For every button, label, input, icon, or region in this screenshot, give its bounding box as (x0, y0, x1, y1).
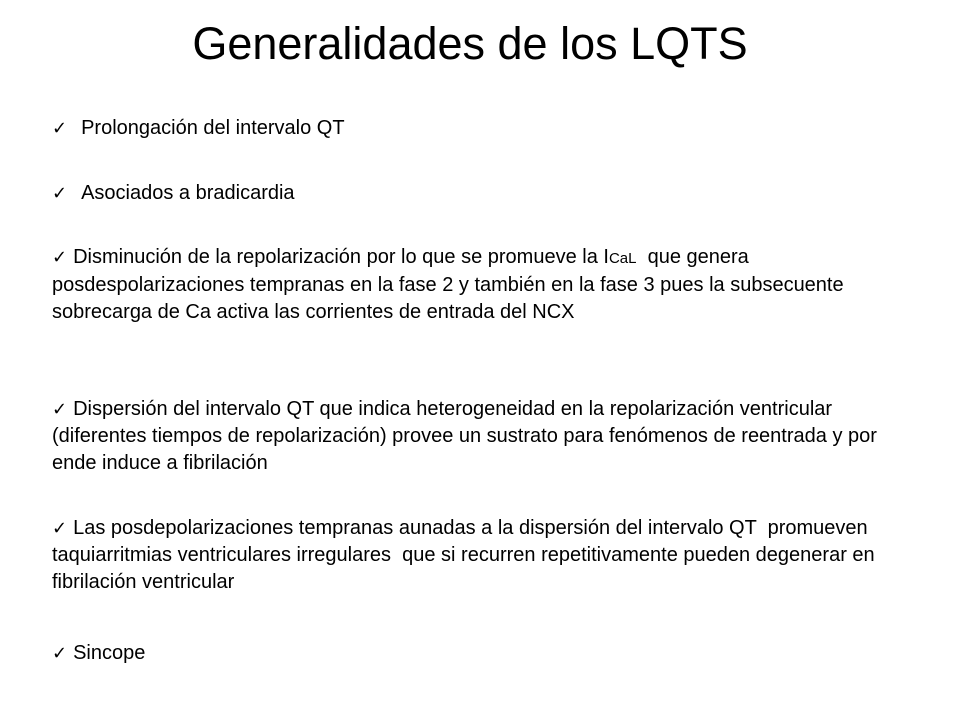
bullet-text-continued: que genera posdespolarizaciones tempranas en la fase 2 y también en la fase 3 pues la subsecuente sobrecarga de Ca activa las corrientes de entrada del NCX (52, 246, 850, 323)
bullet-item (52, 640, 912, 667)
bullet-text: Las posdepolarizaciones tempranas aunadas a la dispersión del intervalo QT promueven taquiarritmias ventriculares irregulares que si recurren repetitivamente pueden degenerar en fibrilación ventricular (52, 517, 881, 593)
bullet-text: Dispersión del intervalo QT que indica heterogeneidad en la repolarización ventricular (diferentes tiempos de repolarización) provee un sustrato para fenómenos de reentrada y por ende induce a fibrilación (52, 398, 877, 474)
bullet-item (52, 244, 912, 326)
bullet-text: Prolongación del intervalo QT (81, 117, 345, 139)
bullet-item (52, 396, 912, 477)
bullet-item (52, 115, 912, 142)
checkmark-icon: ✓ (52, 118, 68, 139)
checkmark-icon: ✓ (52, 183, 68, 204)
bullet-text: Sincope (73, 642, 146, 664)
subscript-text: CaL (608, 250, 637, 267)
bullet-text: Asociados a bradicardia (81, 182, 295, 204)
bullet-text: Disminución de la repolarización por lo que se promueve la I (73, 246, 609, 268)
checkmark-icon: ✓ (52, 247, 68, 268)
bullet-item (52, 180, 912, 207)
checkmark-icon: ✓ (52, 399, 68, 420)
slide-title: Generalidades de los LQTS (192, 18, 748, 69)
checkmark-icon: ✓ (52, 518, 68, 539)
bullet-item (52, 515, 912, 596)
checkmark-icon: ✓ (52, 643, 68, 664)
